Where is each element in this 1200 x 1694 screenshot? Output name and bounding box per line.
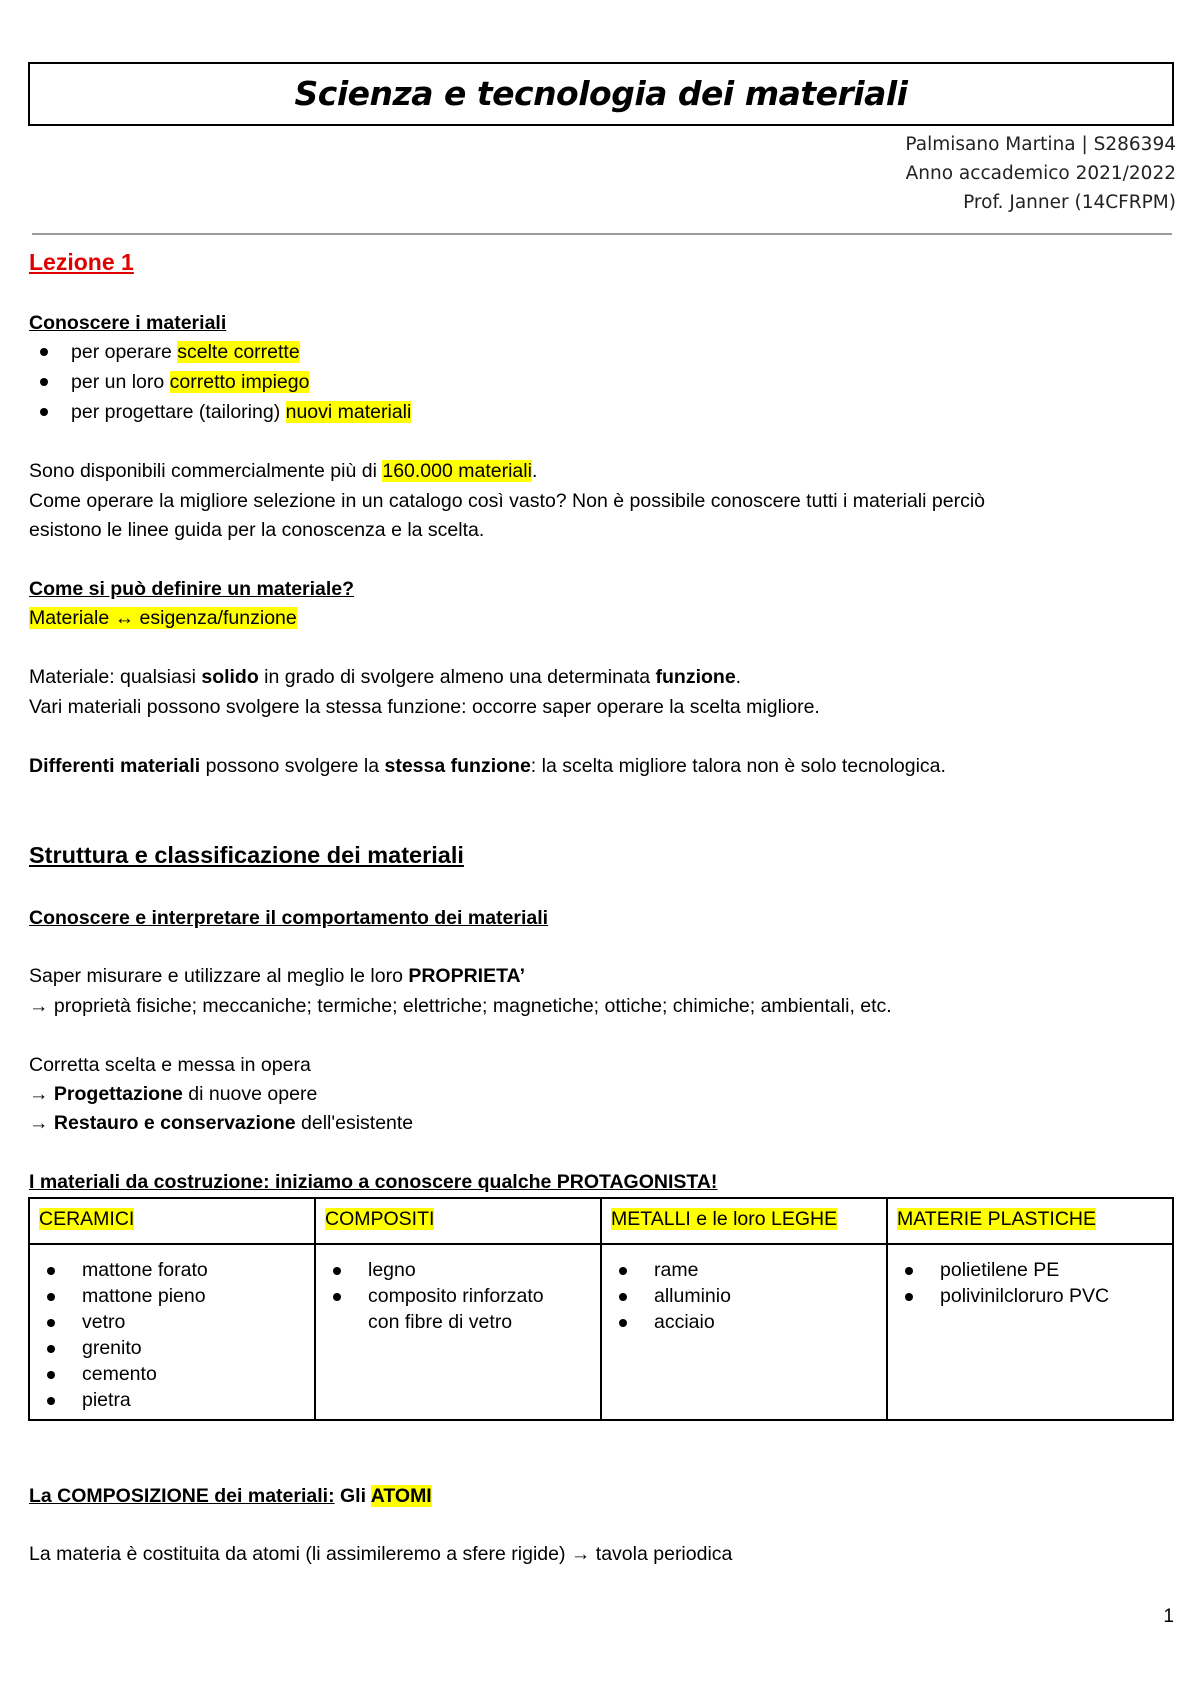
table-header-cell: CERAMICI [29, 1198, 315, 1244]
paragraph: → Restauro e conservazione dell'esistente [29, 1112, 414, 1134]
page-number: 1 [1163, 1606, 1174, 1627]
bullet-icon [40, 348, 48, 356]
paragraph: Come operare la migliore selezione in un catalogo così vasto? Non è possibile conoscere tutti i materiali perciò [29, 490, 985, 512]
definition-formula: Materiale ↔ esigenza/funzione [29, 607, 297, 629]
list-item: cemento [42, 1361, 314, 1387]
list-item: vetro [42, 1309, 314, 1335]
section-heading-composition: La COMPOSIZIONE dei materiali: Gli ATOMI [29, 1485, 432, 1507]
list-item: pietra [42, 1387, 314, 1413]
table-header-cell: COMPOSITI [315, 1198, 601, 1244]
bullet-icon [47, 1319, 55, 1327]
bullet-icon [47, 1267, 55, 1275]
list-item: mattone forato [42, 1257, 314, 1283]
bullet-icon [905, 1267, 913, 1275]
bullet-icon [333, 1267, 341, 1275]
table-cell-metalli [601, 1244, 887, 1420]
title-box [28, 62, 1174, 126]
list-item-continuation: con fibre di vetro [368, 1311, 513, 1333]
table-cell-compositi [315, 1244, 601, 1420]
list-item: acciaio [614, 1309, 886, 1335]
paragraph: → proprietà fisiche; meccaniche; termiche; elettriche; magnetiche; ottiche; chimiche; ambientali, etc. [29, 995, 892, 1017]
bullet-icon [40, 378, 48, 386]
professor-line: Prof. Janner (14CFRPM) [963, 192, 1176, 213]
paragraph: → Progettazione di nuove opere [29, 1083, 318, 1105]
section-title-structure: Struttura e classificazione dei materiali [29, 842, 464, 868]
list-item: per progettare (tailoring) nuovi materiali [71, 401, 412, 423]
bullet-icon [619, 1267, 627, 1275]
paragraph: Sono disponibili commercialmente più di 160.000 materiali. [29, 460, 538, 482]
list-item: grenito [42, 1335, 314, 1361]
list-item: legno [328, 1257, 600, 1283]
table-header-cell: METALLI e le loro LEGHE [601, 1198, 887, 1244]
subheading: Conoscere e interpretare il comportamento dei materiali [29, 907, 549, 929]
list-item: per un loro corretto impiego [71, 371, 310, 393]
paragraph: La materia è costituita da atomi (li assimileremo a sfere rigide) → tavola periodica [29, 1543, 733, 1565]
section-heading-know: Conoscere i materiali [29, 312, 227, 334]
list-item: composito rinforzato [328, 1283, 600, 1309]
list-item: mattone pieno [42, 1283, 314, 1309]
author-info [905, 130, 1176, 217]
table-header-cell: MATERIE PLASTICHE [887, 1198, 1173, 1244]
academic-year: Anno accademico 2021/2022 [905, 163, 1176, 184]
bullet-icon [40, 408, 48, 416]
paragraph: Vari materiali possono svolgere la stessa funzione: occorre saper operare la scelta migliore. [29, 696, 820, 718]
paragraph: esistono le linee guida per la conoscenza e la scelta. [29, 519, 485, 541]
table-heading: I materiali da costruzione: iniziamo a conoscere qualche PROTAGONISTA! [29, 1171, 718, 1193]
bullet-icon [47, 1345, 55, 1353]
paragraph: Corretta scelta e messa in opera [29, 1054, 311, 1076]
bullet-icon [333, 1293, 341, 1301]
bullet-icon [905, 1293, 913, 1301]
section-heading-define: Come si può definire un materiale? [29, 578, 355, 600]
table-cell-ceramici [29, 1244, 315, 1420]
materials-table [28, 1197, 1174, 1421]
paragraph: Differenti materiali possono svolgere la stessa funzione: la scelta migliore talora non è solo tecnologica. [29, 755, 946, 777]
table-cell-plastiche [887, 1244, 1173, 1420]
list-item: polivinilcloruro PVC [900, 1283, 1172, 1309]
bullet-icon [47, 1371, 55, 1379]
bullet-icon [619, 1319, 627, 1327]
list-item: alluminio [614, 1283, 886, 1309]
paragraph: Materiale: qualsiasi solido in grado di svolgere almeno una determinata funzione. [29, 666, 742, 688]
bullet-icon [619, 1293, 627, 1301]
divider [32, 233, 1172, 235]
lesson-title: Lezione 1 [29, 249, 134, 275]
bullet-icon [47, 1293, 55, 1301]
list-item: per operare scelte corrette [71, 341, 300, 363]
author-line: Palmisano Martina | S286394 [905, 134, 1176, 155]
list-item: polietilene PE [900, 1257, 1172, 1283]
list-item: rame [614, 1257, 886, 1283]
bullet-icon [47, 1397, 55, 1405]
document-title: Scienza e tecnologia dei materiali [294, 74, 908, 113]
paragraph: Saper misurare e utilizzare al meglio le loro PROPRIETA’ [29, 965, 525, 987]
